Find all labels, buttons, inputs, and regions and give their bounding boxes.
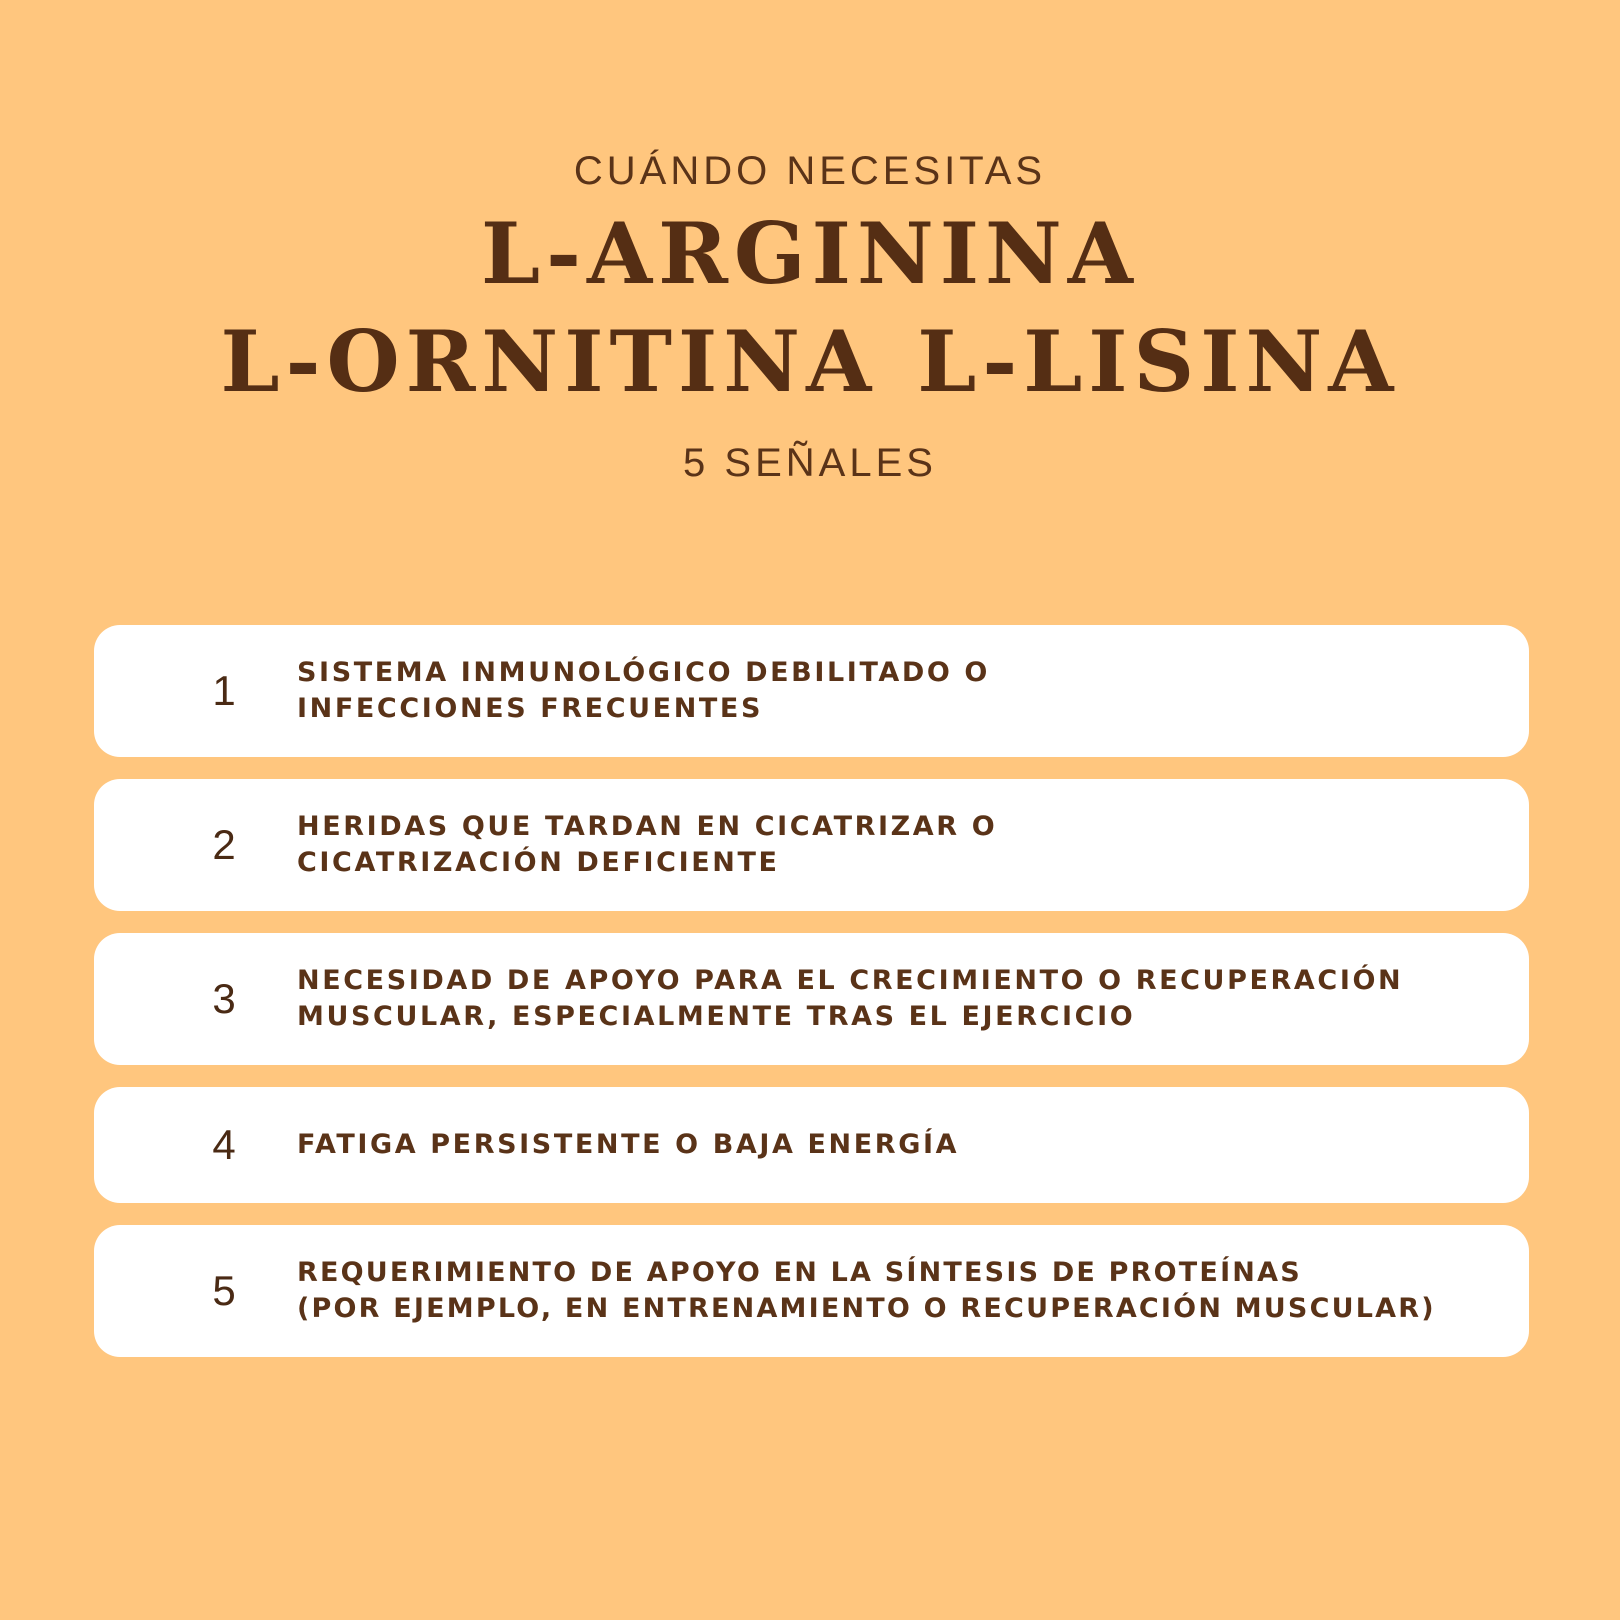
title-line-2 (0, 314, 1620, 410)
sign-number: 2 (212, 821, 236, 868)
sign-text-line-1: SISTEMA INMUNOLÓGICO DEBILITADO O (297, 657, 990, 688)
sign-text (297, 1127, 1489, 1163)
kicker-text: CUÁNDO NECESITAS (573, 149, 1047, 193)
sign-text-line-1: FATIGA PERSISTENTE O BAJA ENERGÍA (297, 1129, 960, 1160)
title-ornitina: L-ORNITINA (220, 312, 878, 411)
sign-text (297, 1255, 1489, 1327)
title-line-1: L-ARGININA (481, 204, 1139, 303)
sign-text-line-2: INFECCIONES FRECUENTES (297, 693, 764, 724)
sign-card-5 (94, 1225, 1529, 1357)
sign-text (297, 809, 1489, 881)
sign-text (297, 655, 1489, 727)
sign-number: 5 (212, 1267, 236, 1314)
sign-text-line-1: HERIDAS QUE TARDAN EN CICATRIZAR O (297, 811, 998, 842)
sign-card-4 (94, 1087, 1529, 1203)
sign-text-line-1: NECESIDAD DE APOYO PARA EL CRECIMIENTO O RECUPERACIÓN (297, 965, 1404, 996)
sign-text-line-2: MUSCULAR, ESPECIALMENTE TRAS EL EJERCICIO (297, 1001, 1136, 1032)
sign-card-1 (94, 625, 1529, 757)
sign-card-2 (94, 779, 1529, 911)
sign-text-line-2: (POR EJEMPLO, EN ENTRENAMIENTO O RECUPERACIÓN MUSCULAR) (297, 1293, 1436, 1324)
sign-number: 3 (212, 975, 236, 1022)
sign-text (297, 963, 1489, 1035)
subtitle: 5 SEÑALES (683, 441, 937, 485)
title-lisina: L-LISINA (917, 312, 1400, 411)
sign-card-3 (94, 933, 1529, 1065)
sign-number: 4 (212, 1121, 236, 1168)
sign-text-line-1: REQUERIMIENTO DE APOYO EN LA SÍNTESIS DE PROTEÍNAS (297, 1257, 1302, 1288)
sign-number: 1 (212, 667, 236, 714)
sign-text-line-2: CICATRIZACIÓN DEFICIENTE (297, 847, 780, 878)
